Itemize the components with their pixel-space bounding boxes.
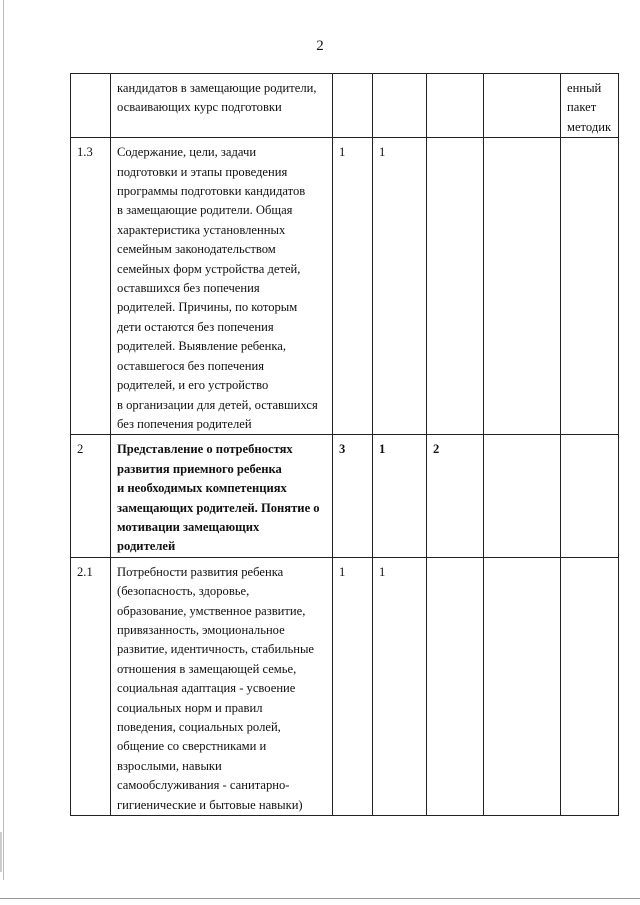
hours-cell-c2 [373, 74, 427, 138]
curriculum-table [70, 73, 619, 816]
hours-value: 3 [339, 442, 346, 457]
hours-cell-c1 [333, 435, 373, 557]
topic-text-line: семейных форм устройства детей, [117, 261, 301, 276]
hours-cell-c4 [484, 435, 561, 557]
page-number: 2 [316, 38, 324, 54]
topic-text-line: развития приемного ребенка [117, 461, 282, 476]
topic-text-line: социальная адаптация - усвоение [117, 681, 296, 696]
topic-text-line: в замещающие родители. Общая [117, 203, 293, 218]
materials-cell [561, 138, 619, 435]
hours-cell-c3 [427, 435, 484, 557]
topic-text-line: Представление о потребностях [117, 442, 293, 457]
topic-text-line: общение со сверстниками и [117, 739, 267, 754]
hours-cell-c3 [427, 138, 484, 435]
topic-text-line: взрослыми, навыки [117, 758, 222, 773]
hours-cell-c3 [427, 557, 484, 815]
row-number-cell [71, 557, 111, 815]
hours-value: 1 [379, 145, 386, 160]
hours-cell-c4 [484, 557, 561, 815]
hours-value: 1 [339, 145, 346, 160]
table-row [71, 138, 619, 435]
materials-text-line: методик [567, 119, 612, 134]
hours-cell-c1 [333, 138, 373, 435]
table-row [71, 557, 619, 815]
hours-cell-c1 [333, 74, 373, 138]
topic-cell [111, 74, 333, 138]
hours-cell-c2 [373, 138, 427, 435]
topic-text-line: характеристика установленных [117, 222, 286, 237]
topic-text-line: родителей, и его устройство [117, 378, 269, 393]
topic-text-line: развитие, идентичность, стабильные [117, 642, 315, 657]
topic-text-line: (безопасность, здоровье, [117, 584, 250, 599]
row-number-cell [71, 435, 111, 557]
topic-text-line: в организации для детей, оставшихся [117, 397, 318, 412]
bottom-rule [0, 898, 640, 899]
topic-text-line: мотивации замещающих [117, 519, 260, 534]
topic-text-line: родителей [117, 539, 176, 554]
materials-cell [561, 74, 619, 138]
topic-text-line: семейным законодательством [117, 242, 276, 257]
topic-text-line: самообслуживания - санитарно- [117, 778, 290, 793]
topic-text-line: отношения в замещающей семье, [117, 661, 297, 676]
topic-text-line: кандидатов в замещающие родители, [117, 81, 317, 95]
table-body [71, 74, 619, 816]
hours-cell-c1 [333, 557, 373, 815]
hours-value: 2 [433, 442, 440, 457]
topic-cell [111, 557, 333, 815]
topic-text-line: привязанность, эмоциональное [117, 622, 285, 637]
topic-text-line: оставшегося без попечения [117, 358, 265, 373]
row-number: 2.1 [77, 564, 93, 579]
materials-text-line: пакет [567, 100, 597, 115]
topic-cell [111, 435, 333, 557]
materials-cell [561, 557, 619, 815]
hours-value: 1 [379, 442, 386, 457]
topic-text-line: поведения, социальных ролей, [117, 720, 281, 734]
row-number-cell [71, 74, 111, 138]
hours-cell-c4 [484, 74, 561, 138]
hours-cell-c4 [484, 138, 561, 435]
hours-value: 1 [379, 564, 386, 579]
topic-text-line: социальных норм и правил [117, 700, 263, 715]
hours-cell-c2 [373, 435, 427, 557]
topic-text-line: родителей. Причины, по которым [117, 300, 298, 315]
row-number: 1.3 [77, 145, 93, 160]
hours-cell-c3 [427, 74, 484, 138]
scan-edge-line [3, 0, 4, 880]
table-row [71, 74, 619, 138]
topic-text-line: без попечения родителей [117, 416, 252, 431]
topic-text-line: замещающих родителей. Понятие о [117, 500, 320, 515]
topic-text-line: родителей. Выявление ребенка, [117, 339, 287, 354]
topic-text-line: подготовки и этапы проведения [117, 164, 288, 179]
hours-cell-c2 [373, 557, 427, 815]
topic-text-line: оставшихся без попечения [117, 281, 260, 296]
topic-text-line: дети остаются без попечения [117, 319, 274, 334]
topic-text-line: Содержание, цели, задачи [117, 145, 257, 160]
scan-mark [0, 832, 2, 872]
row-number-cell [71, 138, 111, 435]
materials-cell [561, 435, 619, 557]
topic-text-line: Потребности развития ребенка [117, 564, 284, 579]
materials-text-line: енный [567, 81, 602, 95]
row-number: 2 [77, 442, 84, 457]
table-row [71, 435, 619, 557]
topic-text-line: и необходимых компетенциях [117, 481, 287, 496]
hours-value: 1 [339, 564, 346, 579]
topic-text-line: гигиенические и бытовые навыки) [117, 797, 303, 812]
topic-text-line: программы подготовки кандидатов [117, 184, 306, 199]
topic-cell [111, 138, 333, 435]
topic-text-line: осваивающих курс подготовки [117, 100, 282, 115]
topic-text-line: образование, умственное развитие, [117, 603, 306, 618]
